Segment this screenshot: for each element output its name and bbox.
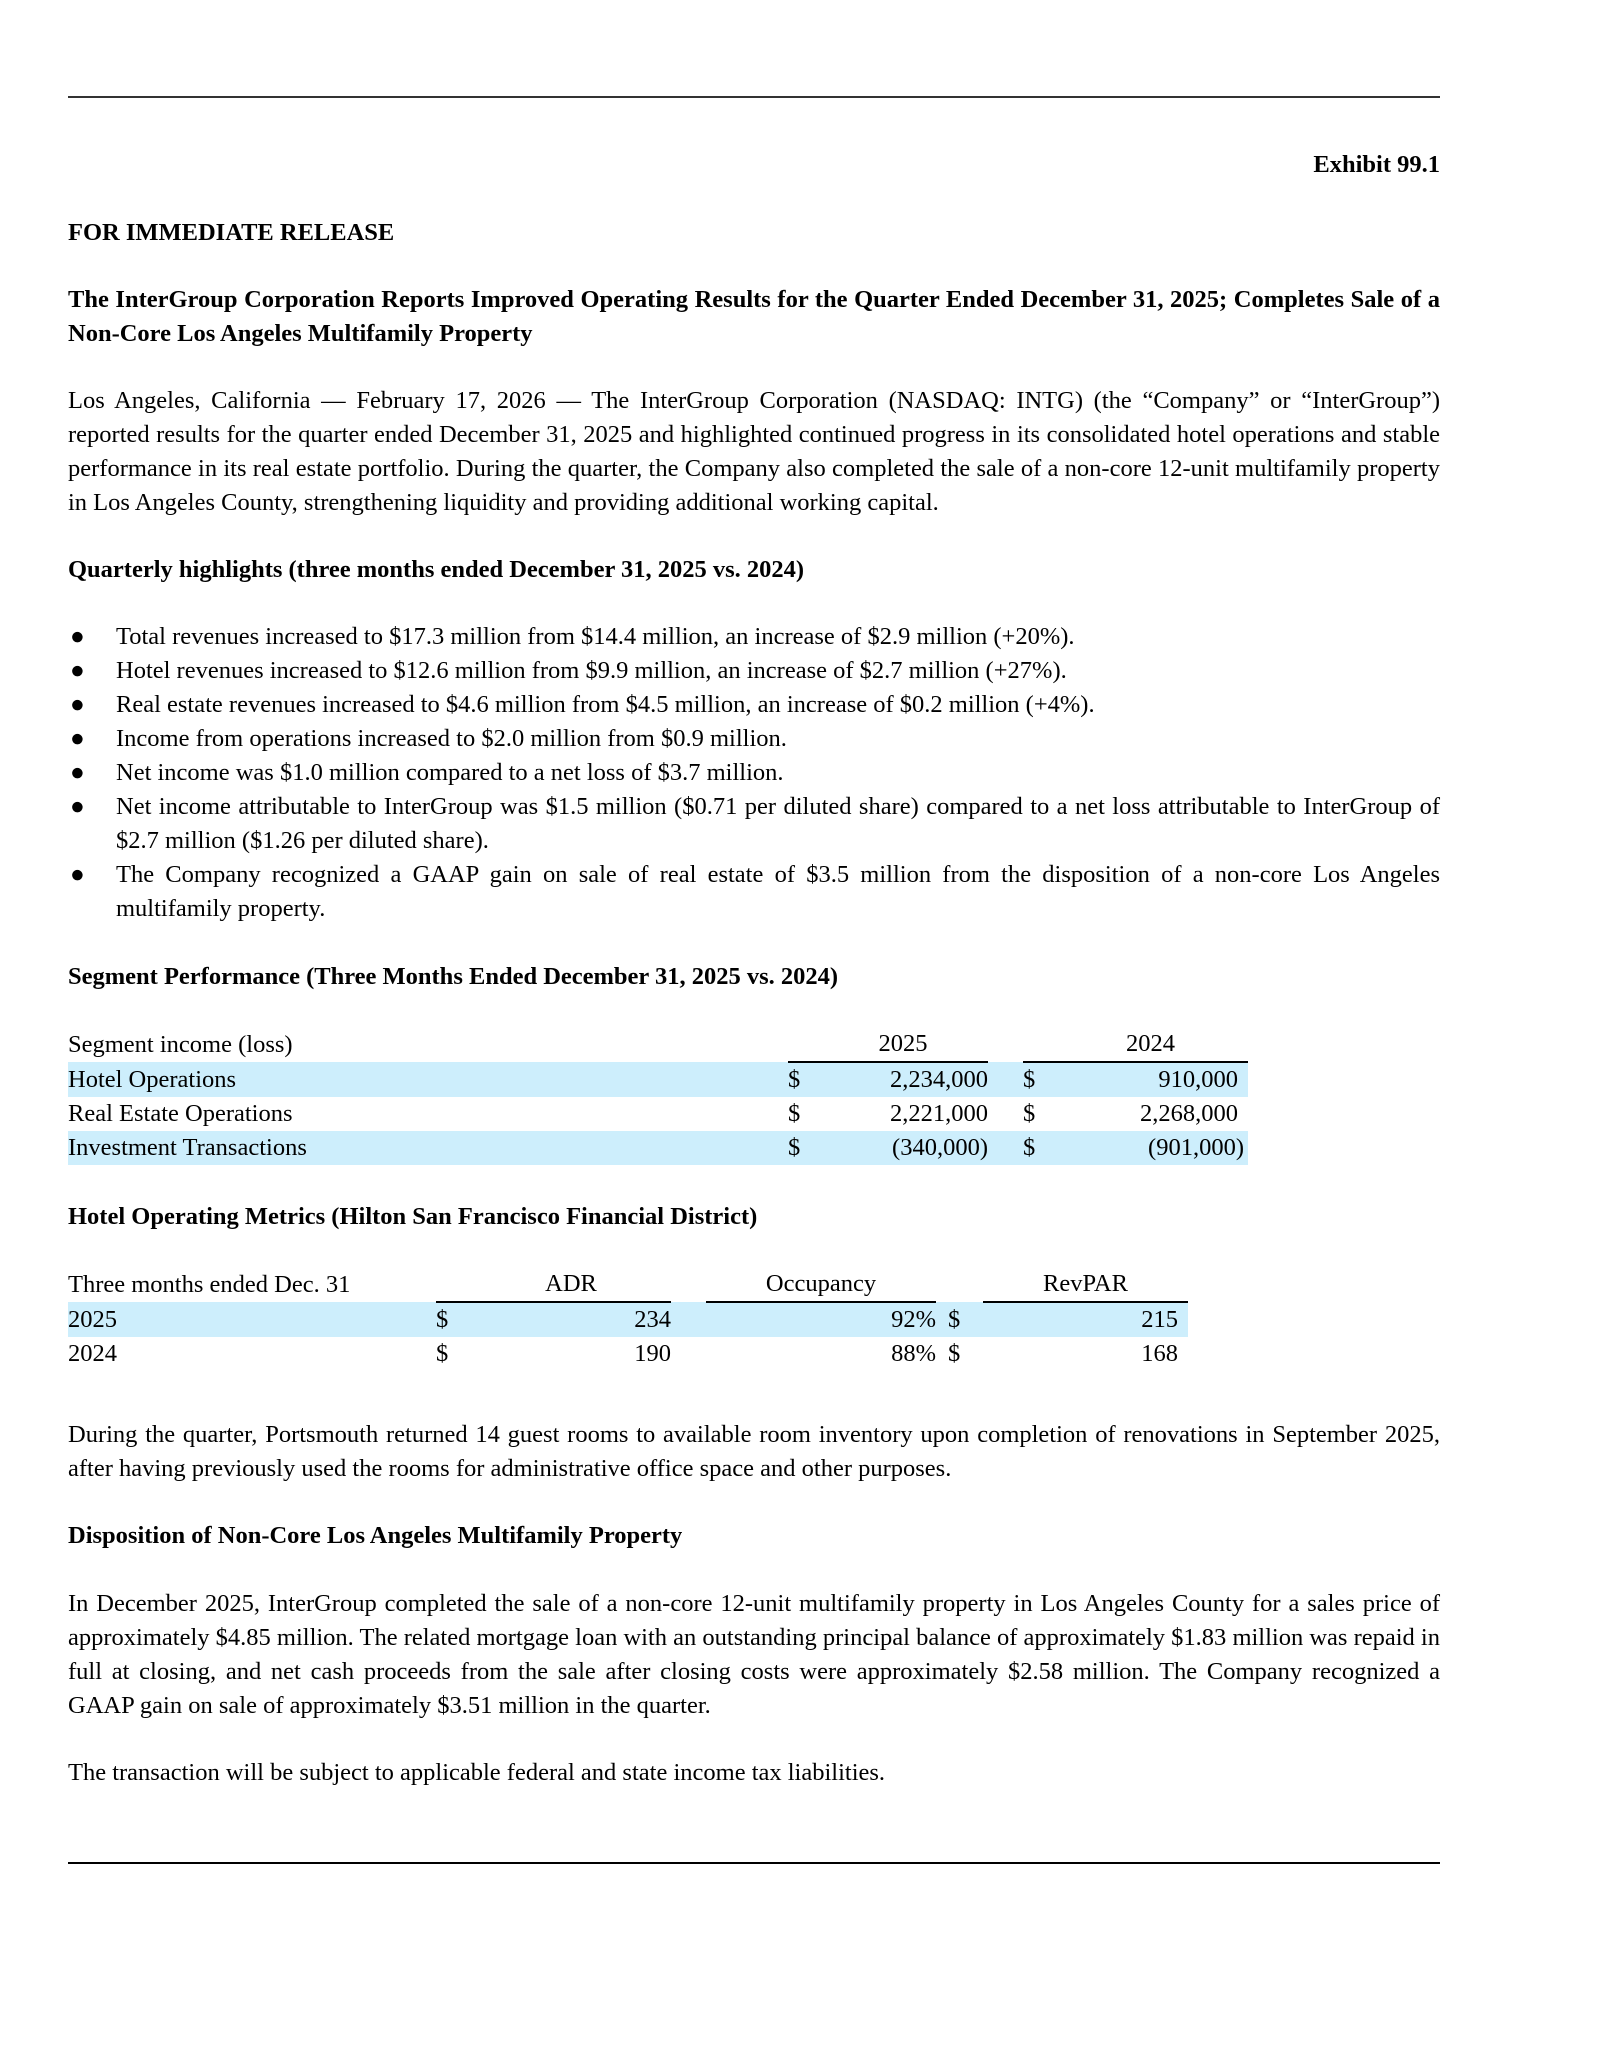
headline: The InterGroup Corporation Reports Improved Operating Results for the Quarter Ended December 31, 2025; Completes Sale of a Non-Core Los Angeles Multifamily Property xyxy=(68,286,1440,347)
occupancy-header: Occupancy xyxy=(706,1267,936,1302)
table-row: Real Estate Operations $ 2,221,000 $ 2,268,000 xyxy=(68,1100,1238,1127)
disposition-heading: Disposition of Non-Core Los Angeles Multifamily Property xyxy=(68,1522,683,1549)
tax-note: The transaction will be subject to applicable federal and state income tax liabilities. xyxy=(68,1759,886,1786)
segment-label-header: Segment income (loss) xyxy=(68,1030,293,1058)
year-2024-header: 2024 xyxy=(1053,1027,1248,1062)
list-item: ● The Company recognized a GAAP gain on sale of real estate of $3.5 million from the disposition of a non-core Los Angeles multifamily property. xyxy=(68,858,1440,926)
bullet-icon: ● xyxy=(70,623,85,650)
metrics-table xyxy=(68,1267,1188,1371)
bullet-icon: ● xyxy=(70,793,85,820)
list-item: ● Real estate revenues increased to $4.6 million from $4.5 million, an increase of $0.2 million (+4%). xyxy=(68,688,1440,722)
top-rule xyxy=(68,96,1440,98)
bullet-icon: ● xyxy=(70,657,85,684)
highlights-heading: Quarterly highlights (three months ended December 31, 2025 vs. 2024) xyxy=(68,556,805,583)
table-header-row xyxy=(68,1267,1188,1302)
list-item: ● Total revenues increased to $17.3 million from $14.4 million, an increase of $2.9 million (+20%). xyxy=(68,620,1440,654)
table-row: Hotel Operations $ 2,234,000 $ 910,000 xyxy=(68,1062,1248,1097)
list-item: ● Income from operations increased to $2.0 million from $0.9 million. xyxy=(68,722,1440,756)
metrics-label-header: Three months ended Dec. 31 xyxy=(68,1270,351,1298)
intro-paragraph: Los Angeles, California — February 17, 2026 — The InterGroup Corporation (NASDAQ: INTG) (the “Company” or “InterGroup”) reported results for the quarter ended December 31, 2025 and highlighted continued progress in its consolidated hotel operations and stable performance in its real estate portfolio. During the quarter, the Company also completed the sale of a non-core 12-unit multifamily property in Los Angeles County, strengthening liquidity and providing additional working capital. xyxy=(68,387,1440,516)
table-row: 2025 $ 234 92% $ 215 xyxy=(68,1302,1188,1337)
exhibit-label: Exhibit 99.1 xyxy=(1313,151,1440,178)
bottom-rule xyxy=(68,1862,1440,1864)
segment-heading: Segment Performance (Three Months Ended December 31, 2025 vs. 2024) xyxy=(68,963,839,990)
list-item: ● Hotel revenues increased to $12.6 million from $9.9 million, an increase of $2.7 million (+27%). xyxy=(68,654,1440,688)
list-item: ● Net income attributable to InterGroup was $1.5 million ($0.71 per diluted share) compared to a net loss attributable to InterGroup of $2.7 million ($1.26 per diluted share). xyxy=(68,790,1440,858)
list-item: ● Net income was $1.0 million compared to a net loss of $3.7 million. xyxy=(68,756,1440,790)
metrics-heading: Hotel Operating Metrics (Hilton San Francisco Financial District) xyxy=(68,1203,758,1230)
bullet-icon: ● xyxy=(70,759,85,786)
disposition-paragraph: In December 2025, InterGroup completed the sale of a non-core 12-unit multifamily property in Los Angeles County for a sales price of approximately $4.85 million. The related mortgage loan with an outstanding principal balance of approximately $1.83 million was repaid in full at closing, and net cash proceeds from the sale after closing costs were approximately $2.58 million. The Company recognized a GAAP gain on sale of approximately $3.51 million in the quarter. xyxy=(68,1590,1440,1719)
release-label: FOR IMMEDIATE RELEASE xyxy=(68,219,395,246)
segment-table xyxy=(68,1027,1248,1165)
highlights-list xyxy=(68,620,1440,926)
bullet-icon: ● xyxy=(70,725,85,752)
table-row: Investment Transactions $ (340,000) $ (901,000) xyxy=(68,1131,1248,1165)
adr-header: ADR xyxy=(471,1267,671,1302)
portsmouth-paragraph: During the quarter, Portsmouth returned 14 guest rooms to available room inventory upon completion of renovations in September 2025, after having previously used the rooms for administrative office space and other purposes. xyxy=(68,1421,1440,1482)
bullet-icon: ● xyxy=(70,861,85,888)
revpar-header: RevPAR xyxy=(983,1267,1188,1302)
bullet-icon: ● xyxy=(70,691,85,718)
table-header-row xyxy=(68,1027,1248,1062)
year-2025-header: 2025 xyxy=(818,1027,988,1062)
table-row: 2024 $ 190 88% $ 168 xyxy=(68,1340,1178,1367)
